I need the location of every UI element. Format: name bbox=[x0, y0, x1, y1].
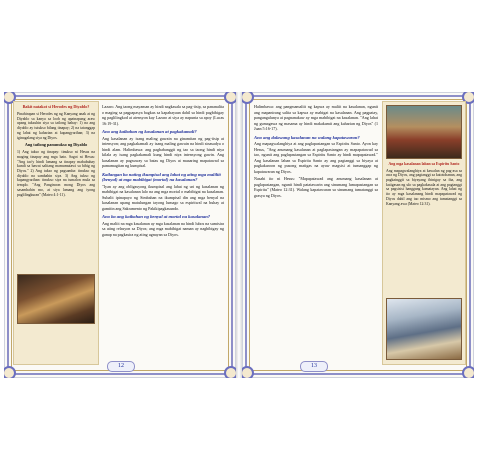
page-number: 13 bbox=[300, 361, 328, 372]
paragraph: "Iyan ay ang obligasyong ikumpisal ang lahat ng uri ng kasalanan ng mabibigat na kasalanan lalo na ang mga mortal o mabibigat na kasalanan. Subalit ipinapayo ng Simbahan na ikumpisal din ang mga benyal na kasalanan upang matulungan tayong lumago sa espiritwal na buhay at gamitin ang Sakramento ng Pakikipagkasundo. bbox=[102, 183, 224, 211]
illustration-temptation bbox=[17, 274, 95, 324]
question-heading: Ano ang kaibahan ng kasalanan at pagkakamali? bbox=[102, 129, 197, 135]
sidebar-box bbox=[13, 101, 99, 365]
sidebar-box bbox=[382, 101, 466, 365]
left-page bbox=[4, 92, 236, 378]
question-heading: Ano ba ang kaibahan ng benyal at mortal na kasalanan? bbox=[102, 214, 211, 220]
page-number: 12 bbox=[107, 361, 135, 372]
paragraph: Nasabi ito ni Hesus: "Mapapatawad ang anumang kasalanan at paglapastangan, ngunit hindi patatawarin ang sinumang lumapastangan sa Espiritu" (Mateo 12:31). Walang kapatawaran sa sinumang tumatanggi sa grasya ng Diyos. bbox=[254, 176, 378, 198]
corner-ornament bbox=[224, 92, 236, 104]
sidebar-intro: Pinahirapan si Herodes ng ng Kanyang anak at ng Diyablo sa kanya sa loob ng apatnapung araw upang tuksuhin siya sa tatlong bahay: 1) na ang diyablo ay tutukso bilang tinapay; 2) na tatanggap ng lahat ng kaharian at kapangyarihan; 3) na iginagalang siya ng Diyos. bbox=[17, 111, 95, 140]
question-heading: Ano ang dalawang kasalanan na walang kapatawaran? bbox=[254, 134, 360, 140]
corner-ornament bbox=[242, 366, 254, 378]
sidebar-items: 1) Ang tukso ng tinapay: tinukso ni Hesus na maging tinapay ang mga bato. Sagot ni Hesus: "Ang tao'y hindi lamang sa tinapay mabubuhay kundi sa bawat salitang mamumutawi sa bibig ng Diyos." 2) Ang tukso ng pagsamba: tinukso ng diyablo na sambahin siya. 3) Ang tukso ng kapangyarihan: tinukso siya na tumalon mula sa templo. "Ang Panginoon mong Diyos ang sasambahin mo, at siya lamang ang iyong paglilingkuran" (Mateo 4:1-11). bbox=[17, 150, 95, 197]
corner-ornament bbox=[224, 366, 236, 378]
right-page bbox=[242, 92, 474, 378]
right-main-column bbox=[254, 104, 378, 198]
left-main-column bbox=[102, 104, 224, 237]
paragraph: Lazaro. Ang taong mayaman ay hindi nagkasala sa pag-iisip, sa pananalita o maging sa pagpapasya bagkus sa kapabayaan dahil sa hindi pagbibigay ng paglilingkod at atensyon kay Lazaro at siya ay napunta sa apoy (Lucas 16:19-31). bbox=[102, 104, 224, 126]
paragraph: Halimbawa: ang pangmamaliit ng kapwa ay maliit na kasalanan, ngunit ang mapanirang salita sa kapwa ay mabigat na kasalanan. Ang pagpatay, pangangalunya at pagnanakaw ay mga mabibigat na kasalanan. "Ang lahat ng gumagawa ng masama ay hindi makakamit ang kaharian ng Diyos" (1 Juan 5:16-17). bbox=[254, 104, 378, 132]
question-heading: Kailangan ba nating ikumpisal ang lahat ng ating mga maliliit (benyal) at mga mabibigat (mortal) na kasalanan? bbox=[102, 171, 221, 183]
sidebar-caption: Ang mga kasalanan laban sa Espiritu Santo bbox=[388, 162, 460, 166]
paragraph: Ang maliit na mga kasalanan ay mga kasalanan na hindi lubos na sumisira sa ating relasyon sa Diyos; ang mga mabibigat naman ay nagbibigay ng ganap na pagkasira ng ating ugnayan sa Diyos. bbox=[102, 220, 224, 237]
sidebar-section-title: Ang tatlong panunukso ng Diyablo bbox=[24, 142, 88, 148]
sidebar-text: Ang mapagwalanghiya at kawalan ng pag-asa sa awa ng Diyos, ang pagtanggi sa katotohanan, ang pagkainggit sa biyayang ibinigay sa iba, ang katigasan ng ulo sa pagkakasala at ang pagtanggi sa pagsisisi hanggang kamatayan. Ang lahat ng ito ay mga kasalanang hindi mapapatawad ng Diyos dahil ang tao mismo ang tumatanggi sa Kanyang awa (Mateo 12:31). bbox=[386, 168, 462, 206]
booklet-spread bbox=[4, 92, 474, 378]
corner-ornament bbox=[4, 366, 16, 378]
sidebar-title: Bakit natakot si Herodes ng Diyablo? bbox=[22, 104, 90, 109]
illustration-jesus-teaching bbox=[386, 298, 462, 360]
corner-ornament bbox=[462, 366, 474, 378]
paragraph: Ang kasalanan ay isang maling gawain na ginamitan ng pag-iisip at intensyon; ang pagkakamali ay isang maling gawain na hindi sinasadya o hindi alam. Halimbawa: ang pagbabanggit ng tao sa taong hindi niya kilala ay isang pagkakamali kung hindi niya intensyong gawin. Ang kasalanan ay pagsuway sa batas ng Diyos at maaaring mapatawad sa pamamagitan ng kumpisal. bbox=[102, 135, 224, 169]
illustration-pentecost bbox=[386, 105, 462, 159]
paragraph: Ang mapagwalanghiya at ang paglapastangan sa Espiritu Santo. Ayon kay Hesus, "Ang anumang kasalanan at paglapastangan ay mapapatawad sa tao, ngunit ang paglapastangan sa Espiritu Santo ay hindi mapapatawad." Ang kasalanan laban sa Espiritu Santo ay ang pagtanggi sa biyaya at pagkakaroon ng pusong matigas na ayaw magsisi at tumanggap ng kapatawaran ng Diyos. bbox=[254, 141, 378, 174]
